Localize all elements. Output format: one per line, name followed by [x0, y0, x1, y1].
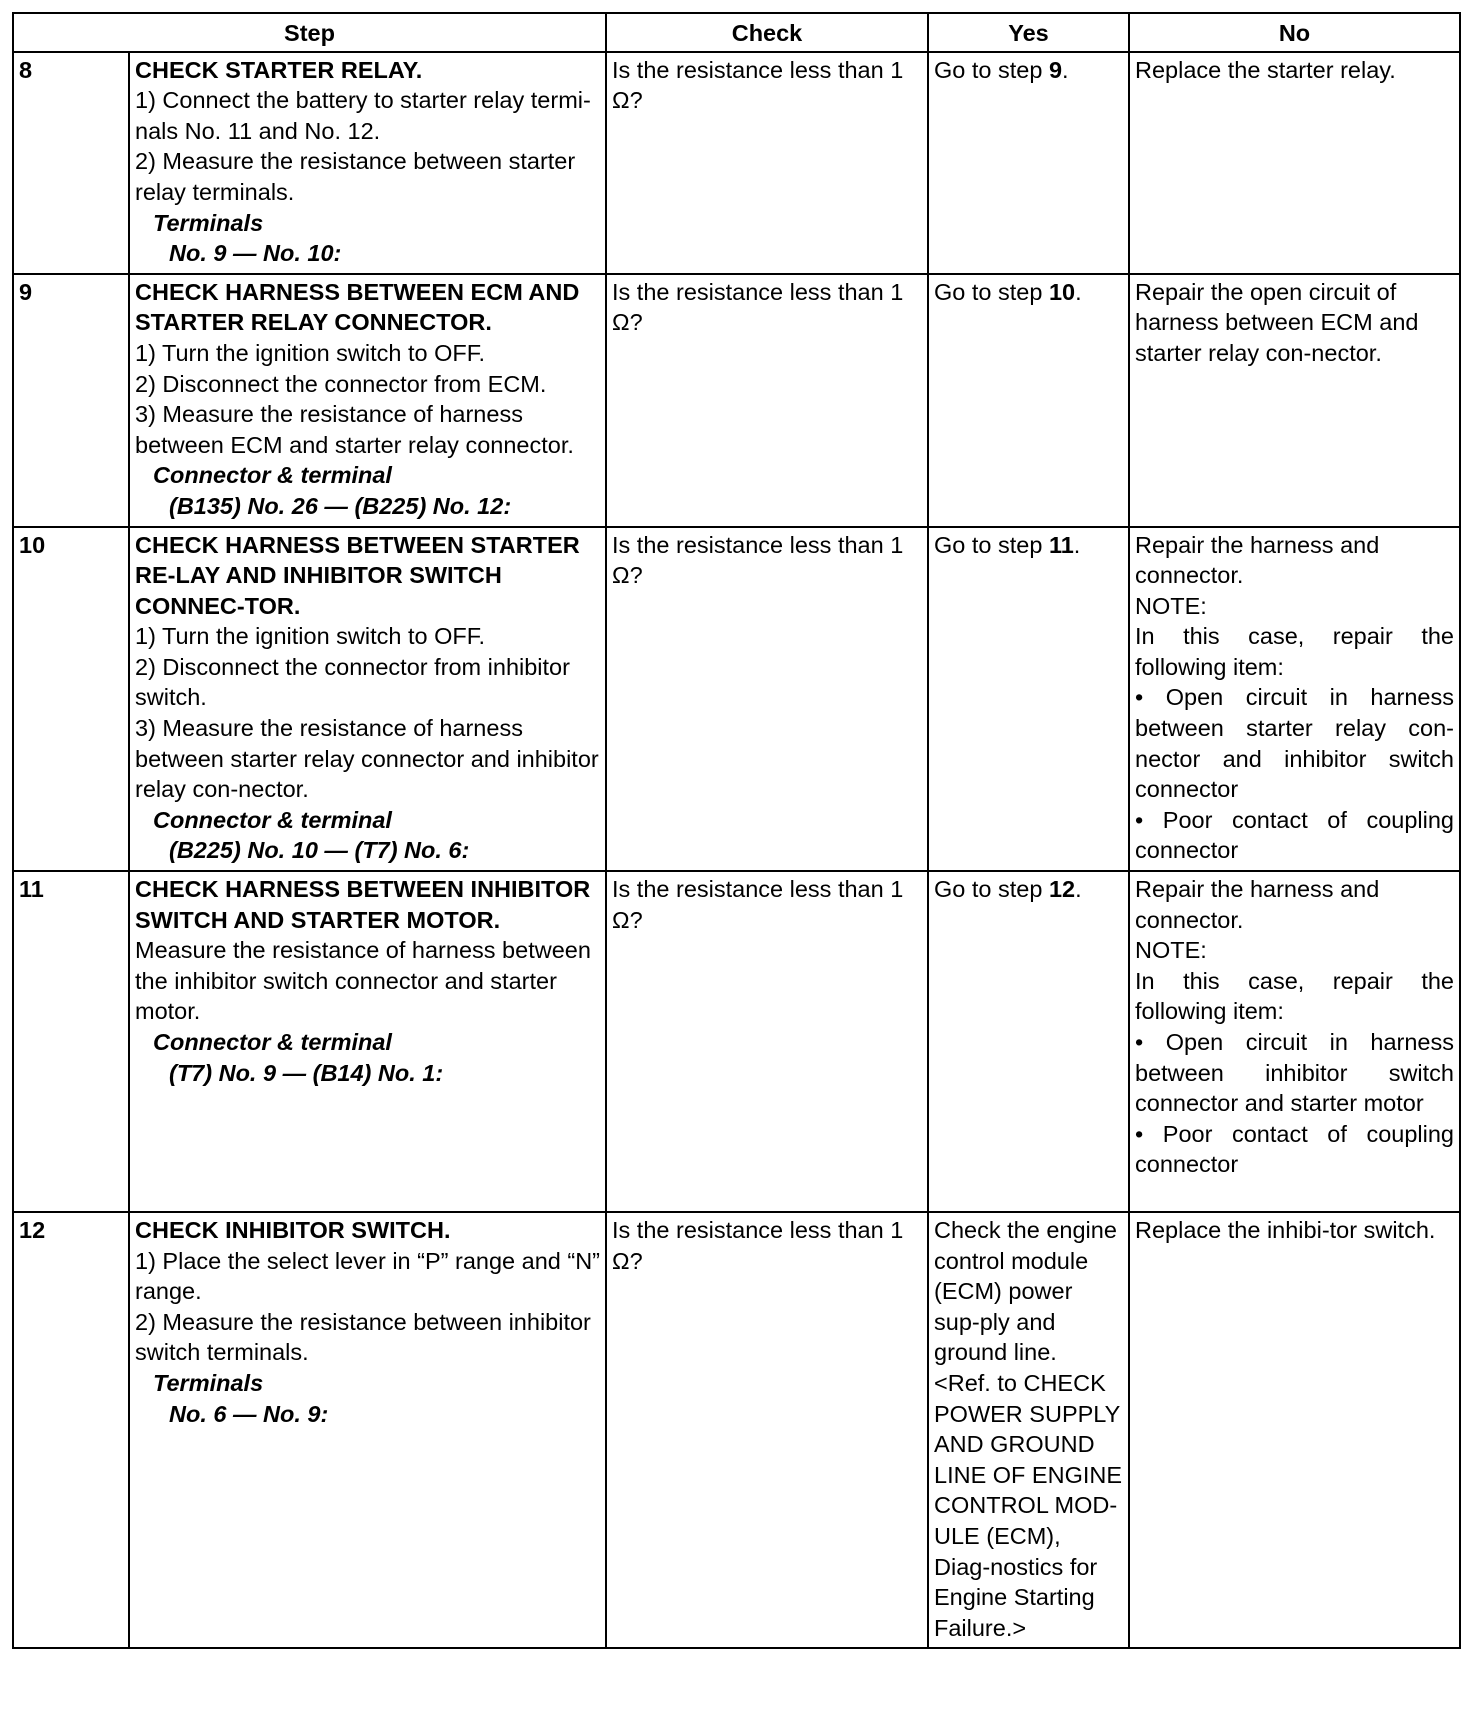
step-number: 12 [13, 1212, 129, 1648]
no-line: Replace the inhibi-tor switch. [1135, 1217, 1436, 1244]
step-title: CHECK STARTER RELAY. [135, 56, 423, 83]
no-line: In this case, repair the following item: [1135, 967, 1454, 1025]
yes-action [928, 274, 1129, 527]
no-bullet: • Poor contact of coupling connector [1135, 1120, 1454, 1178]
yes-step-ref: 12 [1048, 876, 1076, 903]
header-no: No [1129, 13, 1460, 52]
check-question: Is the resistance less than 1 Ω? [606, 1212, 928, 1648]
no-line: Replace the starter relay. [1135, 56, 1396, 83]
note-label: NOTE: [1135, 592, 1207, 619]
step-instruction: 2) Measure the resistance between starter relay terminals. [135, 148, 576, 205]
yes-step-ref: 11 [1048, 531, 1074, 558]
table-row [13, 527, 1460, 872]
step-title: CHECK INHIBITOR SWITCH. [135, 1217, 451, 1244]
yes-text: Go to step [934, 56, 1049, 83]
spec-value: (B135) No. 26 — (B225) No. 12: [169, 492, 512, 519]
header-check: Check [606, 13, 928, 52]
step-description [129, 1212, 606, 1648]
step-instruction: 2) Disconnect the connector from ECM. [135, 370, 547, 397]
table-row [13, 1212, 1460, 1648]
step-instruction: 1) Turn the ignition switch to OFF. [135, 339, 486, 366]
spec-value: No. 6 — No. 9: [169, 1400, 329, 1427]
yes-step-ref: 10 [1048, 278, 1076, 305]
spec-value: (T7) No. 9 — (B14) No. 1: [169, 1059, 444, 1086]
yes-tail: . [1075, 278, 1082, 305]
no-bullet: • Open circuit in harness between starter relay con-nector and inhibitor switch connector [1135, 684, 1454, 803]
step-title: CHECK HARNESS BETWEEN ECM AND STARTER RELAY CONNECTOR. [135, 278, 580, 336]
yes-action [928, 871, 1129, 1212]
yes-tail: . [1062, 56, 1069, 83]
yes-action [928, 527, 1129, 872]
step-title: CHECK HARNESS BETWEEN STARTER RE-LAY AND INHIBITOR SWITCH CONNEC-TOR. [135, 531, 580, 619]
no-bullet: • Poor contact of coupling connector [1135, 806, 1454, 864]
table-row [13, 274, 1460, 527]
no-action [1129, 871, 1460, 1212]
no-action [1129, 1212, 1460, 1648]
yes-reference: <Ref. to CHECK POWER SUPPLY AND GROUND LINE OF ENGINE CONTROL MOD-ULE (ECM), Diag-nostics for Engine Starting Failure.> [934, 1370, 1123, 1641]
no-line: Repair the harness and connector. [1135, 876, 1380, 933]
no-action [1129, 52, 1460, 274]
check-question: Is the resistance less than 1 Ω? [606, 527, 928, 872]
yes-action [928, 1212, 1129, 1648]
check-question: Is the resistance less than 1 Ω? [606, 274, 928, 527]
step-description [129, 871, 606, 1212]
no-bullet: • Open circuit in harness between inhibitor switch connector and starter motor [1135, 1029, 1454, 1117]
spec-value: No. 9 — No. 10: [169, 240, 342, 267]
spec-label: Connector & terminal [153, 462, 392, 489]
yes-text: Go to step [934, 531, 1049, 558]
step-instruction: 1) Place the select lever in “P” range and “N” range. [135, 1247, 600, 1305]
spec-label: Connector & terminal [153, 1029, 392, 1055]
no-line: Repair the open circuit of harness between ECM and starter relay con-nector. [1135, 278, 1419, 366]
spec-label: Connector & terminal [153, 806, 392, 833]
yes-text: Check the engine control module (ECM) power sup-ply and ground line. [934, 1217, 1117, 1366]
step-number: 8 [13, 52, 129, 274]
yes-tail: . [1073, 531, 1081, 558]
step-instruction: 3) Measure the resistance of harness between ECM and starter relay connector. [135, 401, 574, 458]
table-header-row [13, 13, 1460, 52]
spec-label: Terminals [153, 209, 264, 236]
step-instruction: Measure the resistance of harness between the inhibitor switch connector and starter motor. [135, 937, 591, 1025]
no-line: Repair the harness and connector. [1135, 531, 1380, 589]
header-yes: Yes [928, 13, 1129, 52]
diagnostic-table [12, 12, 1461, 1649]
step-description [129, 527, 606, 872]
table-row [13, 52, 1460, 274]
yes-tail: . [1075, 876, 1082, 903]
step-instruction: 1) Turn the ignition switch to OFF. [135, 623, 486, 650]
yes-step-ref: 9 [1048, 56, 1063, 83]
no-action [1129, 527, 1460, 872]
no-line: In this case, repair the following item: [1135, 623, 1454, 680]
header-step: Step [13, 13, 606, 52]
yes-text: Go to step [934, 278, 1049, 305]
no-action [1129, 274, 1460, 527]
yes-text: Go to step [934, 876, 1049, 903]
table-row [13, 871, 1460, 1212]
step-instruction: 3) Measure the resistance of harness between starter relay connector and inhibitor relay con-nector. [135, 715, 599, 803]
step-instruction: 1) Connect the battery to starter relay termi-nals No. 11 and No. 12. [135, 87, 591, 144]
step-title: CHECK HARNESS BETWEEN INHIBITOR SWITCH AND STARTER MOTOR. [135, 876, 591, 933]
spec-value: (B225) No. 10 — (T7) No. 6: [169, 837, 470, 864]
check-question: Is the resistance less than 1 Ω? [606, 871, 928, 1212]
step-number: 9 [13, 274, 129, 527]
step-number: 11 [13, 871, 129, 1212]
spec-label: Terminals [153, 1370, 264, 1396]
step-number: 10 [13, 527, 129, 872]
step-description [129, 274, 606, 527]
step-instruction: 2) Measure the resistance between inhibitor switch terminals. [135, 1308, 591, 1366]
step-description [129, 52, 606, 274]
step-instruction: 2) Disconnect the connector from inhibitor switch. [135, 653, 570, 711]
yes-action [928, 52, 1129, 274]
check-question: Is the resistance less than 1 Ω? [606, 52, 928, 274]
note-label: NOTE: [1135, 937, 1207, 964]
